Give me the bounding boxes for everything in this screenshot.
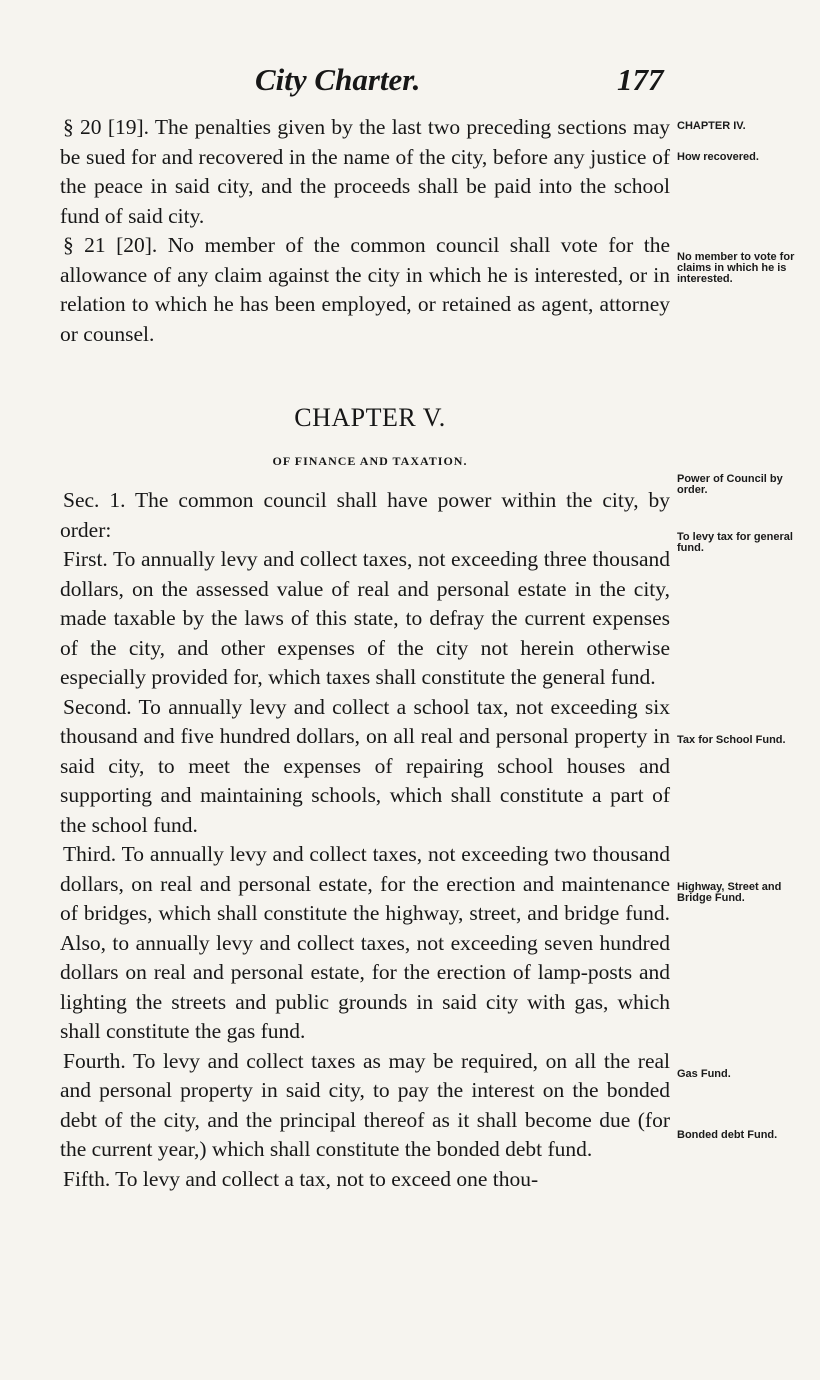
margin-note-highway-fund: Highway, Street and Bridge Fund. xyxy=(677,881,782,904)
margin-note-power-of-council: Power of Council by order. xyxy=(677,473,783,496)
clause-fourth: Fourth. To levy and collect taxes as may be required, on all the real and personal property in said city, to pay the interest on the bonded debt of the city, and the principal thereof as it shall become due (for the current year,) which shall constitute the bonded debt fund. xyxy=(60,1048,670,1161)
margin-note-bonded-debt-fund: Bonded debt Fund. xyxy=(677,1129,778,1141)
clause-third: Third. To annually levy and collect taxes, not exceeding two thousand dollars, on real and personal estate, for the erection and maintenance of bridges, which shall constitute the highway, street, and bridge fund. Also, to annually levy and collect taxes, not exceeding seven hundred dollars on real and personal estate, for the erection of lamp-posts and lighting the streets and public grounds in said city with gas, which shall constitute the gas fund. xyxy=(60,842,670,1043)
main-text xyxy=(60,113,670,1194)
margin-note-gas-fund: Gas Fund. xyxy=(677,1068,731,1080)
margin-note-no-member: No member to vote for claims in which he is interested. xyxy=(677,251,795,285)
clause-first: First. To annually levy and collect taxes, not exceeding three thousand dollars, on the assessed value of real and personal estate in the city, made taxable by the laws of this state, to defray the current expenses of the city, and other expenses of the city not herein otherwise especially provided for, which taxes shall constitute the general fund. xyxy=(60,547,670,689)
section-20: § 20 [19]. The penalties given by the last two preceding sections may be sued for and recovered in the name of the city, before any justice of the peace in said city, and the proceeds shall be paid into the school fund of said city. xyxy=(60,115,670,228)
margin-note-school-fund: Tax for School Fund. xyxy=(677,734,786,746)
clause-second: Second. To annually levy and collect a school tax, not exceeding six thousand and five hundred dollars, on all real and personal property in said city, to meet the expenses of repairing school houses and supporting and maintaining schools, which shall constitute a part of the school fund. xyxy=(60,694,670,837)
chapter-heading: CHAPTER V. xyxy=(294,403,446,432)
page-number: 177 xyxy=(617,62,664,97)
running-header xyxy=(0,62,820,106)
margin-note-chapter: CHAPTER IV. xyxy=(677,120,746,132)
section-21: § 21 [20]. No member of the common council shall vote for the allowance of any claim against the city in which he is interested, or in relation to which he has been employed, or retained as agent, attorney or counsel. xyxy=(60,233,670,346)
running-title: City Charter. xyxy=(255,62,421,97)
clause-fifth: Fifth. To levy and collect a tax, not to exceed one thou- xyxy=(63,1166,539,1191)
margin-note-general-fund: To levy tax for general fund. xyxy=(677,531,793,554)
sec-1-intro: Sec. 1. The common council shall have power within the city, by order: xyxy=(60,488,670,542)
margin-note-how-recovered: How recovered. xyxy=(677,151,759,163)
chapter-subheading: OF FINANCE AND TAXATION. xyxy=(272,453,468,468)
